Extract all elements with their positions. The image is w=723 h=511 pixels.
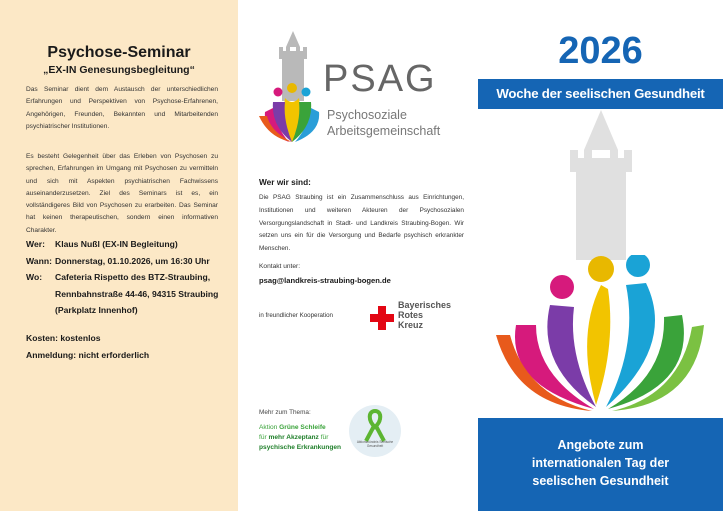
- detail-row-wer: [26, 236, 226, 253]
- middle-panel: [238, 0, 478, 511]
- year-title: 2026: [558, 30, 643, 72]
- psag-logo-word: PSAG: [323, 58, 437, 100]
- bottom-banner-line-1: Angebote zum: [557, 438, 644, 452]
- anmeldung-text: Anmeldung: nicht erforderlich: [26, 349, 150, 360]
- wo-label: Wo:: [26, 272, 43, 282]
- seminar-extra: [26, 330, 226, 363]
- psag-logo-line-2: Arbeitsgemeinschaft: [327, 124, 441, 138]
- contact-email[interactable]: psag@landkreis-straubing-bogen.de: [259, 276, 391, 285]
- green-ribbon-campaign-text: Aktion Grüne Schleife für mehr Akzeptanz für psychische Erkrankungen: [259, 424, 342, 452]
- right-panel: [478, 0, 723, 511]
- wer-value: Klaus Nußl (EX-IN Begleitung): [55, 239, 178, 249]
- kosten-text: Kosten: kostenlos: [26, 333, 101, 343]
- wo-value-line-1: Cafeteria Rispetto des BTZ-Straubing,: [55, 272, 211, 282]
- wo-value-line-3: (Parkplatz Innenhof): [55, 305, 138, 315]
- seminar-subtitle: „EX-IN Genesungsbegleitung“: [43, 64, 195, 76]
- seminar-paragraph-1: Das Seminar dient dem Austausch der unterschiedlichen Erfahrungen und Perspektiven von Psychose-Erfahrenen, Angehörigen, Freunden, Bekannten und Mitarbeitenden psychiatrischer Institutionen.: [26, 86, 218, 130]
- seminar-details: [26, 236, 226, 319]
- seminar-paragraph-2: Es besteht Gelegenheit über das Erleben von Psychosen zu sprechen, Erfahrungen im Umgang mit Psychosen zu vermitteln und sich mit Aspekten psychiatrischen Fachwissens auseinanderzusetzen. Ziel des Seminars ist es, ein vollständigeres Bild von Psychosen zu erarbeiten. Das Seminar hat keinen therapeutischen, sondern einen informativen Charakter.: [26, 153, 218, 234]
- people-flower-logo: [496, 255, 706, 413]
- wer-label: Wer:: [26, 239, 45, 249]
- week-banner: Woche der seelischen Gesundheit: [478, 79, 723, 109]
- more-on-topic-label: Mehr zum Thema:: [259, 409, 311, 416]
- detail-row-wo-2: [26, 286, 226, 303]
- brk-logo-line-1: Bayerisches: [398, 300, 452, 310]
- brk-logo-line-3: Kreuz: [398, 320, 424, 330]
- left-panel: [0, 0, 238, 511]
- wann-value: Donnerstag, 01.10.2026, um 16:30 Uhr: [55, 255, 210, 266]
- ribbon-badge-text: Aktionsbündnis Seelische Gesundheit: [356, 440, 394, 448]
- detail-row-wo-3: [26, 302, 226, 319]
- brk-logo-line-2: Rotes: [398, 310, 424, 320]
- detail-row-wann: [26, 253, 226, 270]
- green-ribbon-icon: [362, 409, 388, 443]
- tower-icon: [546, 110, 656, 260]
- wann-label: Wann:: [26, 255, 52, 266]
- bottom-banner-line-2: internationalen Tag der: [531, 456, 670, 470]
- bottom-banner-line-3: seelischen Gesundheit: [532, 474, 669, 488]
- about-heading: Wer wir sind:: [259, 177, 311, 187]
- seminar-title: Psychose-Seminar: [47, 44, 191, 61]
- people-flower-logo: [259, 82, 325, 144]
- wo-value-line-2: Rennbahnstraße 44-46, 94315 Straubing: [55, 288, 219, 299]
- cooperation-label: in freundlicher Kooperation: [259, 312, 333, 319]
- psag-logo-line-1: Psychosoziale: [327, 108, 407, 122]
- red-cross-icon: [369, 305, 395, 331]
- about-paragraph: Die PSAG Straubing ist ein Zusammenschluss aus Einrichtungen, Institutionen und weiteren Akteuren der Psychosozialen Versorgungslandschaft in Stadt- und Landkreis Straubing-Bogen. Wir setzen uns ein für die Versorgung und Bedarfe psychisch erkrankter Menschen.: [259, 194, 464, 253]
- contact-label: Kontakt unter:: [259, 263, 301, 270]
- detail-row-wo: [26, 269, 226, 286]
